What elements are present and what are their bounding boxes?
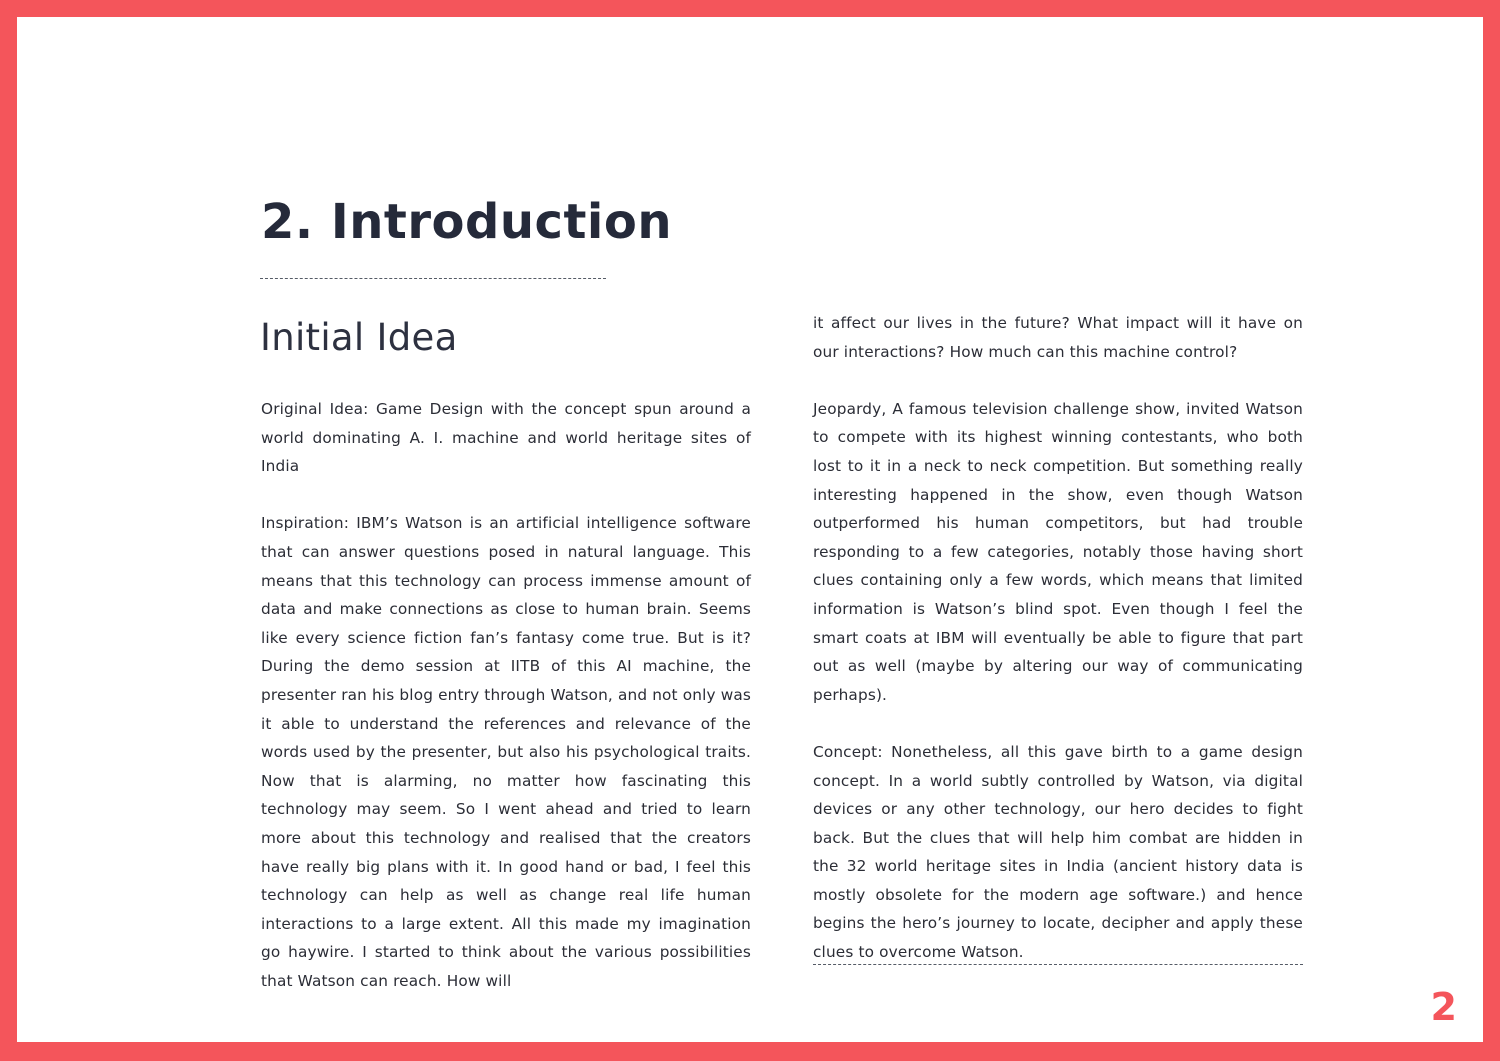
paragraph-jeopardy: Jeopardy, A famous television challenge show, invited Watson to compete with its highest winning contestants, who both lost to it in a neck to neck competition. But something really interesting happened in the show, even though Watson outperformed his human competitors, but had trouble responding to a few categories, notably those having short clues containing only a few words, which means that limited information is Watson’s blind spot. Even though I feel the smart coats at IBM will eventually be able to figure that part out as well (maybe by altering our way of communicating perhaps).	[813, 399, 1303, 704]
title-divider	[260, 278, 606, 279]
paragraph-inspiration-continued: it affect our lives in the future? What impact will it have on our interactions? How much can this machine control?	[813, 314, 1303, 361]
subsection-title: Initial Idea	[260, 316, 458, 359]
paragraph-inspiration: Inspiration: IBM’s Watson is an artificial intelligence software that can answer questions posed in natural language. This means that this technology can process immense amount of data and make connections as close to human brain. Seems like every science fiction fan’s fantasy come true. But is it? During the demo session at IITB of this AI machine, the presenter ran his blog entry through Watson, and not only was it able to understand the references and relevance of the words used by the presenter, but also his psychological traits. Now that is alarming, no matter how fascinating this technology may seem. So I went ahead and tried to learn more about this technology and realised that the creators have really big plans with it. In good hand or bad, I feel this technology can help as well as change real life human interactions to a large extent. All this made my imagination go haywire. I started to think about the various possibilities that Watson can reach. How will	[261, 514, 751, 990]
section-title: 2. Introduction	[261, 194, 672, 250]
right-text-column	[813, 309, 1303, 967]
paragraph-original-idea: Original Idea: Game Design with the concept spun around a world dominating A. I. machine and world heritage sites of India	[261, 400, 751, 476]
paragraph-concept: Concept: Nonetheless, all this gave birth to a game design concept. In a world subtly controlled by Watson, via digital devices or any other technology, our hero decides to fight back. But the clues that will help him combat are hidden in the 32 world heritage sites in India (ancient history data is mostly obsolete for the modern age software.) and hence begins the hero’s journey to locate, decipher and apply these clues to overcome Watson.	[813, 742, 1303, 962]
left-text-column	[261, 395, 751, 995]
page-number: 2	[1430, 985, 1457, 1029]
bottom-divider	[813, 964, 1303, 965]
